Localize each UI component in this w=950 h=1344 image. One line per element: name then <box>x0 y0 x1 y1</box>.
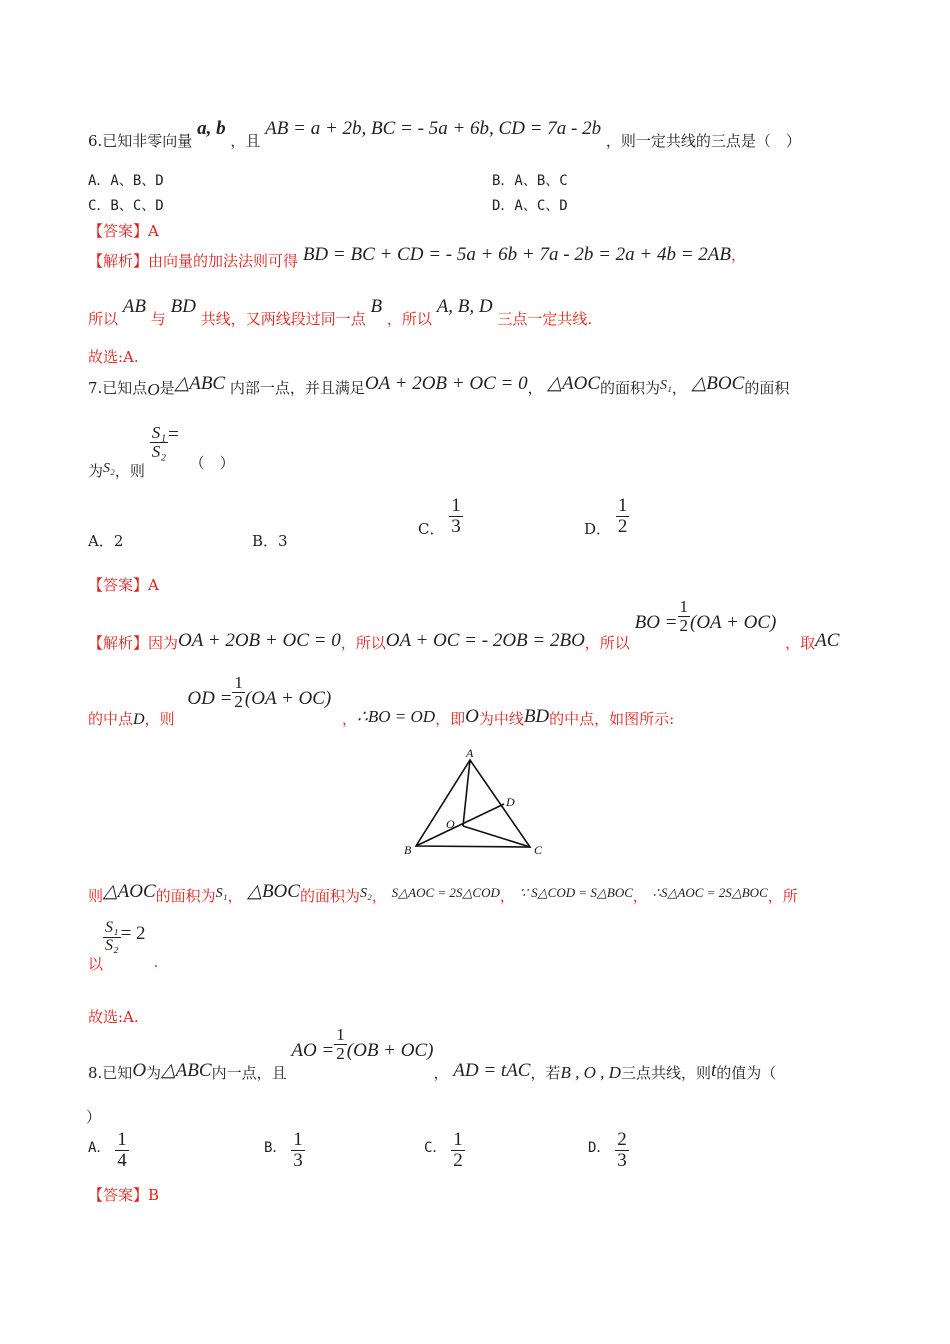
q7-tri-abc: △ABC <box>174 373 226 394</box>
q7-an3-g: ， <box>632 887 648 905</box>
q6-analysis-text: 由向量的加法法则可得 <box>148 252 299 270</box>
q7-an2-a: 的中点 <box>88 710 134 729</box>
q7-analysis-line3 <box>88 880 798 903</box>
q7-an4-eq: = 2 <box>120 923 146 945</box>
q6-choose: 故选:A. <box>88 348 139 366</box>
q7-an2-o: O <box>465 706 479 728</box>
q7-an2-paren: (OA + OC) <box>244 688 332 710</box>
q7-an4-num: S₁ <box>105 919 119 936</box>
q8-stem-g: 的值为（ <box>716 1064 777 1083</box>
q7-an2-od: OD = <box>187 688 233 710</box>
q7-an2-c: ， <box>342 710 358 729</box>
q7-an-c: ，所以 <box>584 634 630 653</box>
q7-option-d-num: 1 <box>617 495 628 516</box>
q7-an2-half-num: 1 <box>234 673 243 692</box>
q7-an3-s2: S₂ <box>359 886 372 901</box>
q8-option-a <box>88 1130 129 1171</box>
q7-an3-h: ，所 <box>767 887 798 905</box>
q7-option-c-frac <box>449 496 463 537</box>
q8-half-den: 2 <box>336 1043 345 1063</box>
fig-label-d: D <box>506 795 515 809</box>
fig-label-o: O <box>446 817 455 831</box>
q7-stem-line2 <box>88 423 235 481</box>
q7-s2: S₂ <box>103 461 115 477</box>
q8-option-d-label: D． <box>588 1140 611 1157</box>
q8-option-a-label: A． <box>88 1140 111 1157</box>
q6-stem-suffix: ，则一定共线的三点是（ ） <box>605 132 801 150</box>
q7-an2-d2: ，即 <box>435 710 466 729</box>
q7-ratio-num: S₁ <box>151 423 167 442</box>
q7-stem-f: ， <box>671 379 687 397</box>
q8-option-c-label: C． <box>424 1140 447 1157</box>
q8-option-c-num: 1 <box>453 1129 463 1150</box>
q7-an-label: 【解析】 <box>88 634 149 653</box>
q7-l2-c: （ ） <box>189 454 235 473</box>
q6-l2-text-a: 所以 <box>88 310 119 328</box>
q7-o: O <box>147 380 160 399</box>
q8-stem-a: 8.已知 <box>88 1064 133 1083</box>
q8-tri: △ABC <box>161 1060 212 1082</box>
q6-stem-mid: ，且 <box>230 132 261 150</box>
q8-option-d <box>588 1130 629 1171</box>
fig-label-a: A <box>466 746 474 760</box>
q8-option-d-frac <box>615 1130 629 1171</box>
q7-option-d-frac <box>616 496 630 537</box>
q7-tri-boc: △BOC <box>691 373 745 394</box>
q7-an-d: ，取 <box>785 634 816 653</box>
q7-an3-b: 的面积为 <box>155 887 216 905</box>
q7-analysis-line4 <box>88 919 159 974</box>
q7-an2-d: D <box>133 711 145 729</box>
q8-t: t <box>710 1060 717 1082</box>
q6-l2-ab: AB <box>122 296 147 317</box>
q8-option-a-num: 1 <box>117 1129 127 1150</box>
q7-an4-den: S₂ <box>105 936 119 954</box>
q7-analysis-line2 <box>88 673 675 729</box>
q8-option-b-frac <box>291 1130 305 1171</box>
q7-an2-f2: 的中点，如图所示: <box>549 710 675 729</box>
q6-option-d: D．A、C、D <box>492 198 568 214</box>
q8-option-b-den: 3 <box>293 1149 303 1171</box>
q8-pts: B , O , D <box>560 1063 621 1083</box>
q7-option-c-label: C． <box>418 520 445 539</box>
q7-an2-e: 为中线 <box>478 710 524 729</box>
q6-analysis-formula: BD = BC + CD = - 5a + 6b + 7a - 2b = 2a + 4b = 2AB <box>302 244 731 265</box>
q7-stem-e: 的面积为 <box>600 379 661 397</box>
q7-option-d-den: 2 <box>617 515 628 537</box>
q6-analysis-comma: ， <box>731 246 747 264</box>
q7-stem-d: ， <box>527 379 543 397</box>
q8-half <box>334 1026 347 1063</box>
q7-an3-f1: S△AOC = 2S△COD <box>391 885 500 900</box>
q7-an2-half <box>232 674 245 711</box>
q7-s1: S₁ <box>660 378 672 393</box>
q6-analysis-line2 <box>88 296 593 328</box>
q8-stem-c: 内一点，且 <box>211 1064 287 1083</box>
q7-an3-f2: ∵ S△COD = S△BOC <box>519 885 633 900</box>
q8-option-c-den: 2 <box>453 1149 463 1171</box>
q6-option-c: C．B、C、D <box>88 198 164 214</box>
q8-stem-b: 为 <box>146 1064 162 1083</box>
q8-option-c <box>424 1130 465 1171</box>
triangle-figure <box>400 746 560 861</box>
q8-stem-e: ，若 <box>530 1064 561 1083</box>
q7-an4-dot: . <box>153 953 159 972</box>
q7-cond: OA + 2OB + OC = 0 <box>364 373 528 394</box>
q7-an-half-den: 2 <box>679 615 688 635</box>
q7-l2-b: ，则 <box>114 462 145 481</box>
q7-an-half-num: 1 <box>679 597 688 616</box>
fig-label-c: C <box>534 843 543 857</box>
q7-an4-frac <box>103 920 121 955</box>
q6-l2-pts: A, B, D <box>436 296 493 317</box>
q8-option-c-frac <box>451 1130 465 1171</box>
q8-half-num: 1 <box>336 1025 345 1044</box>
q7-an3-aoc: △AOC <box>103 881 156 902</box>
q8-ad: AD = tAC <box>453 1060 531 1082</box>
q7-an-a: 因为 <box>148 634 179 653</box>
q7-stem <box>88 372 790 399</box>
q7-tri-aoc: △AOC <box>547 373 600 394</box>
q7-answer: 【答案】A <box>88 576 159 594</box>
q7-stem-c: 内部一点，并且满足 <box>229 379 365 397</box>
q7-an3-c: ， <box>227 887 243 905</box>
q7-an3-s1: S₁ <box>215 886 228 901</box>
q7-ratio-eq: = <box>168 424 179 446</box>
q7-an2-half-den: 2 <box>234 691 243 711</box>
q7-stem-b: 是 <box>159 379 175 397</box>
q7-an3-d: 的面积为 <box>299 887 360 905</box>
q6-analysis-label: 【解析】 <box>88 252 149 270</box>
q7-an-bo: BO = <box>634 612 678 634</box>
q8-answer: 【答案】B <box>88 1186 160 1204</box>
q7-option-a: A．2 <box>88 532 124 550</box>
q7-stem-a: 7.已知点 <box>88 379 148 397</box>
q7-an-ac: AC <box>815 630 840 652</box>
q6-vars: a, b <box>197 118 226 139</box>
q7-option-c-num: 1 <box>451 495 461 516</box>
q6-l2-text-b: 共线，又两线段过同一点 <box>200 310 366 328</box>
q8-stem-f: 三点共线，则 <box>620 1064 711 1083</box>
q7-ratio <box>150 424 168 461</box>
q6-condition: AB = a + 2b, BC = - 5a + 6b, CD = 7a - 2b <box>265 118 602 139</box>
q7-an-f2: OA + OC = - 2OB = 2BO <box>385 630 585 652</box>
q6-l2-pt: B <box>370 296 383 317</box>
q8-option-b-label: B． <box>264 1140 287 1157</box>
q7-analysis-line1 <box>88 597 840 653</box>
q7-an-half <box>678 598 691 635</box>
q6-option-a: A．A、B、D <box>88 173 164 189</box>
q8-paren: (OB + OC) <box>346 1040 434 1062</box>
q7-an3-f3: ∴S△AOC = 2S△BOC <box>652 885 768 900</box>
q7-l2-a: 为 <box>88 462 104 481</box>
q7-option-b: B．3 <box>252 532 288 550</box>
q8-stem <box>88 1025 777 1083</box>
fig-label-b: B <box>404 843 412 857</box>
q7-option-d-label: D． <box>584 520 612 539</box>
q7-an2-bd: BD <box>523 706 550 728</box>
q7-option-c-den: 3 <box>451 515 461 537</box>
q7-an3-f: ， <box>499 887 515 905</box>
q8-o: O <box>132 1060 147 1082</box>
q6-stem-prefix: 6.已知非零向量 <box>88 132 193 150</box>
q6-analysis <box>88 244 747 270</box>
q6-answer: 【答案】A <box>88 222 159 240</box>
q8-stem-d: ， <box>433 1064 449 1083</box>
q7-option-c <box>418 496 463 537</box>
q7-an2-f: ∴BO = OD <box>357 707 436 727</box>
q8-option-a-den: 4 <box>117 1149 127 1171</box>
q7-option-d <box>584 496 629 537</box>
q7-an-f1: OA + 2OB + OC = 0 <box>178 630 341 652</box>
q7-choose: 故选:A. <box>88 1008 139 1026</box>
q8-option-b-num: 1 <box>293 1129 303 1150</box>
q8-option-d-num: 2 <box>617 1129 627 1150</box>
q6-l2-bd: BD <box>170 296 196 317</box>
q6-l2-with: 与 <box>150 310 166 328</box>
q7-ratio-den: S₂ <box>151 441 167 461</box>
q7-an3-a: 则 <box>88 887 104 905</box>
q6-stem <box>88 118 801 150</box>
q7-an-paren: (OA + OC) <box>690 612 777 634</box>
q6-l2-text-d: 三点一定共线. <box>497 310 593 328</box>
q6-l2-text-c: ，所以 <box>386 310 432 328</box>
q8-option-b <box>264 1130 305 1171</box>
q8-option-a-frac <box>115 1130 129 1171</box>
q8-stem-line2: ） <box>86 1108 102 1126</box>
q7-an4-a: 以 <box>88 955 104 974</box>
q8-ao: AO = <box>291 1040 335 1062</box>
q7-an2-b: ，则 <box>144 710 175 729</box>
q8-option-d-den: 3 <box>617 1149 627 1171</box>
q6-option-b: B．A、B、C <box>492 173 568 189</box>
q7-an-b: ，所以 <box>340 634 386 653</box>
q7-an3-boc: △BOC <box>247 881 300 902</box>
q7-stem-g: 的面积 <box>744 379 790 397</box>
q7-an3-e: ， <box>371 887 387 905</box>
